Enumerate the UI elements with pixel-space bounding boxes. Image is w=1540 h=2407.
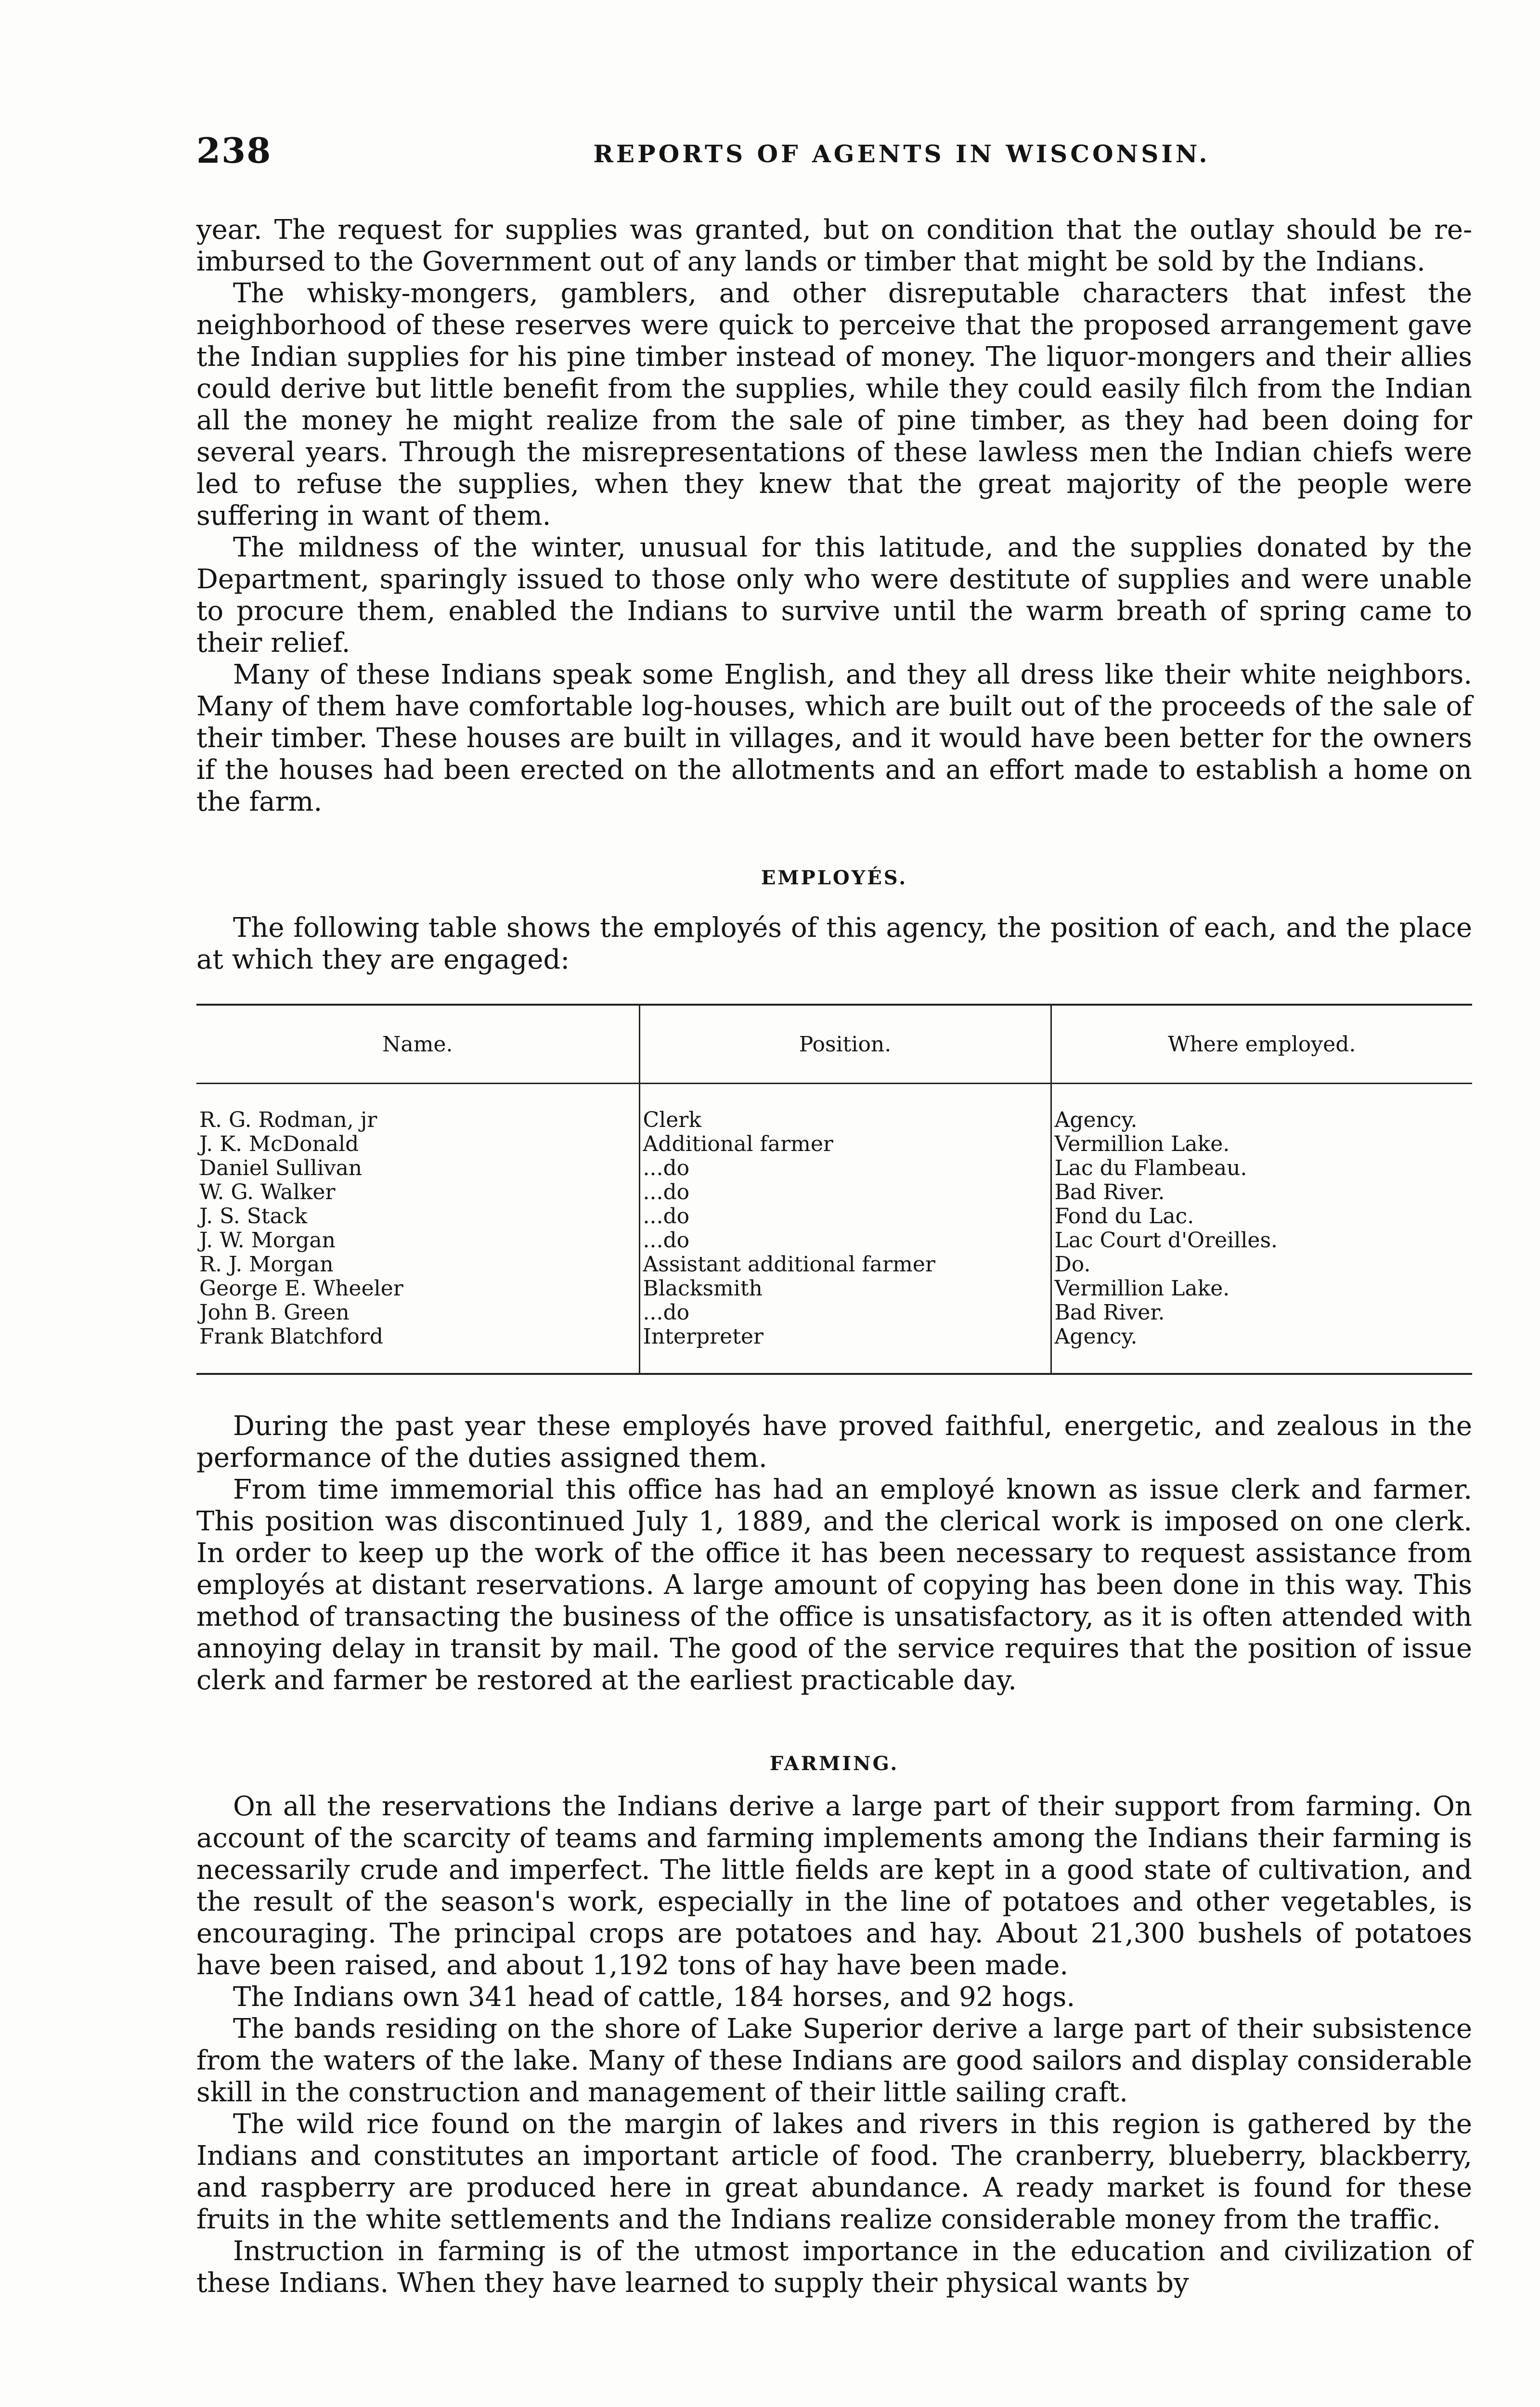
employe-name: John B. Green	[196, 1301, 639, 1325]
employe-name: George E. Wheeler	[196, 1277, 639, 1301]
employe-position: ...do	[639, 1204, 1051, 1229]
employe-place: Agency.	[1054, 1108, 1138, 1132]
table-row	[196, 1301, 1472, 1325]
paragraph: The Indians own 341 head of cattle, 184 horses, and 92 hogs.	[233, 1981, 1075, 2013]
employe-place: Do.	[1054, 1253, 1091, 1277]
paragraph: From time immemorial this office has had an employé known as issue clerk and farmer. This position was discontinued July 1, 1889, and the clerical work is imposed on one clerk. In order to keep up the work of the office it has been necessary to request assistance from employés at distant reservations. A large amount of copying has been done in this way. This method of transacting the business of the office is unsatisfactory, as it is often attended with annoying delay in transit by mail. The good of the service requires that the position of issue clerk and farmer be restored at the earliest practicable day.	[196, 1474, 1472, 1696]
employe-name: Frank Blatchford	[196, 1325, 639, 1349]
table-row	[196, 1156, 1472, 1180]
employe-name: J. S. Stack	[196, 1204, 639, 1229]
employe-position: ...do	[639, 1156, 1051, 1180]
paragraph: During the past year these employés have proved faithful, energetic, and zealous in the performance of the duties assigned them.	[196, 1411, 1472, 1474]
employe-place: Lac du Flambeau.	[1054, 1156, 1247, 1180]
employe-name: R. G. Rodman, jr	[196, 1108, 639, 1132]
employe-place: Lac Court d'Oreilles.	[1054, 1229, 1278, 1253]
column-header-place: Where employed.	[1051, 1005, 1472, 1084]
paragraph: The mildness of the winter, unusual for this latitude, and the supplies donated by the Department, sparingly issued to those only who were destitute of supplies and were unable to procure them, enabled the Indians to survive until the warm breath of spring came to their relief.	[196, 532, 1472, 659]
table-row	[196, 1204, 1472, 1229]
paragraph: year. The request for supplies was granted, but on condition that the outlay should be re-imbursed to the Government out of any lands or timber that might be sold by the Indians.	[196, 214, 1472, 277]
page-number: 238	[196, 130, 272, 171]
running-head: REPORTS OF AGENTS IN WISCONSIN.	[593, 140, 1210, 168]
employe-position: Blacksmith	[639, 1277, 1051, 1301]
employe-name: J. W. Morgan	[196, 1229, 639, 1253]
paragraph: Instruction in farming is of the utmost importance in the education and civilization of these Indians. When they have learned to supply their physical wants by	[196, 2236, 1472, 2299]
employes-table	[196, 1004, 1472, 1375]
employe-name: Daniel Sullivan	[196, 1156, 639, 1180]
table-row	[196, 1325, 1472, 1349]
paragraph: The wild rice found on the margin of lakes and rivers in this region is gathered by the Indians and constitutes an important article of food. The cranberry, blueberry, blackberry, and raspberry are produced here in great abundance. A ready market is found for these fruits in the white settlements and the Indians realize considerable money from the traffic.	[196, 2109, 1472, 2235]
employe-position: Additional farmer	[639, 1132, 1051, 1156]
employe-place: Fond du Lac.	[1054, 1204, 1194, 1229]
column-header-position: Position.	[639, 1005, 1051, 1084]
employes-table-block	[196, 1004, 1472, 1375]
employes-intro-block	[196, 912, 1472, 976]
table-row	[196, 1277, 1472, 1301]
table-row	[196, 1253, 1472, 1277]
employe-position: ...do	[639, 1229, 1051, 1253]
employes-intro: The following table shows the employés of this agency, the position of each, and the place at which they are engaged:	[196, 912, 1472, 975]
paragraph: The bands residing on the shore of Lake Superior derive a large part of their subsistence from the waters of the lake. Many of these Indians are good sailors and display considerable skill in the construction and management of their little sailing craft.	[196, 2013, 1472, 2108]
employe-name: R. J. Morgan	[196, 1253, 639, 1277]
paragraph: The whisky-mongers, gamblers, and other disreputable characters that infest the neighborhood of these reserves were quick to perceive that the proposed arrangement gave the Indian supplies for his pine timber instead of money. The liquor-mongers and their allies could derive but little benefit from the supplies, while they could easily filch from the Indian all the money he might realize from the sale of pine timber, as they had been doing for several years. Through the misrepresentations of these lawless men the Indian chiefs were led to refuse the supplies, when they knew that the great majority of the people were suffering in want of them.	[196, 278, 1472, 531]
employe-place: Bad River.	[1054, 1301, 1165, 1325]
column-header-name: Name.	[196, 1005, 639, 1084]
employe-name: W. G. Walker	[196, 1180, 639, 1204]
farming-section	[196, 1791, 1472, 2299]
table-row	[196, 1108, 1472, 1132]
paragraph: On all the reservations the Indians derive a large part of their support from farming. On account of the scarcity of teams and farming implements among the Indians their farming is necessarily crude and imperfect. The little fields are kept in a good state of cultivation, and the result of the season's work, especially in the line of potatoes and other vegetables, is encouraging. The principal crops are potatoes and hay. About 21,300 bushels of potatoes have been raised, and about 1,192 tons of hay have been made.	[196, 1791, 1472, 1981]
table-row	[196, 1180, 1472, 1204]
employe-name: J. K. McDonald	[196, 1132, 639, 1156]
employe-position: Assistant additional farmer	[639, 1253, 1051, 1277]
table-header-row	[196, 1005, 1472, 1084]
page-header	[196, 130, 1472, 183]
employes-heading: EMPLOYÉS.	[761, 867, 908, 889]
employe-position: ...do	[639, 1180, 1051, 1204]
employe-position: Interpreter	[639, 1325, 1051, 1349]
table-row	[196, 1229, 1472, 1253]
employes-discussion	[196, 1411, 1472, 1696]
paragraph: Many of these Indians speak some English, and they all dress like their white neighbors. Many of them have comfortable log-houses, which are built out of the proceeds of the sale of their timber. These houses are built in villages, and it would have been better for the owners if the houses had been erected on the allotments and an effort made to establish a home on the farm.	[196, 659, 1472, 817]
farming-heading: FARMING.	[769, 1752, 899, 1775]
employe-position: Clerk	[639, 1108, 1051, 1132]
employe-place: Vermillion Lake.	[1054, 1132, 1230, 1156]
table-row	[196, 1132, 1472, 1156]
employe-position: ...do	[639, 1301, 1051, 1325]
intro-section	[196, 214, 1472, 818]
employe-place: Bad River.	[1054, 1180, 1165, 1204]
employe-place: Agency.	[1054, 1325, 1138, 1349]
employe-place: Vermillion Lake.	[1054, 1277, 1230, 1301]
